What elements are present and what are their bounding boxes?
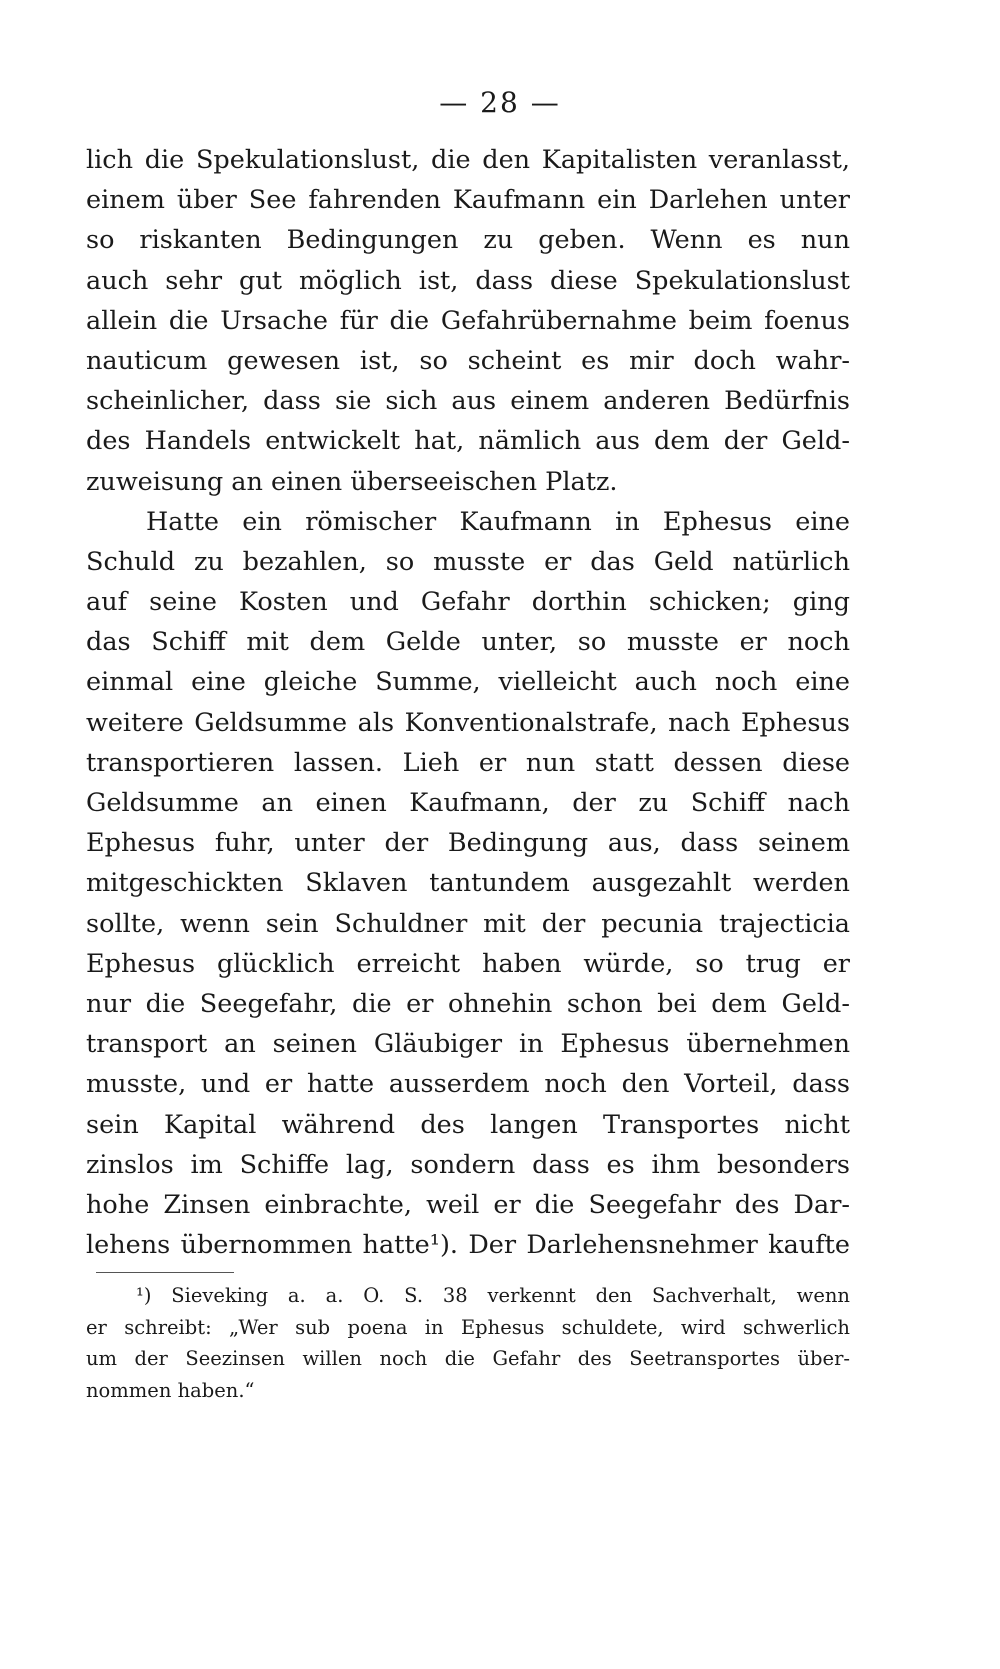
text-line: weitere Geldsumme als Konventionalstrafe, nach Ephesus	[86, 707, 850, 738]
page-number: — 28 —	[439, 86, 561, 119]
text-line: das Schiff mit dem Gelde unter, so musste er noch	[86, 627, 850, 658]
text-line: mitgeschickten Sklaven tantundem ausgezahlt werden	[86, 868, 850, 899]
text-line: sollte, wenn sein Schuldner mit der pecunia trajecticia	[86, 908, 850, 939]
text-line: lich die Spekulationslust, die den Kapitalisten veranlasst,	[86, 145, 850, 175]
text-line: auf seine Kosten und Gefahr dorthin schicken; ging	[86, 587, 850, 618]
text-line: auch sehr gut möglich ist, dass diese Spekulationslust	[86, 265, 850, 296]
text-line: Geldsumme an einen Kaufmann, der zu Schiff nach	[86, 788, 850, 818]
text-line: zuweisung an einen überseeischen Platz.	[86, 466, 618, 497]
footnote-line: um der Seezinsen willen noch die Gefahr des Seetransportes über-	[86, 1347, 850, 1370]
footnote-divider	[96, 1272, 234, 1273]
footnote-line: er schreibt: „Wer sub poena in Ephesus schuldete, wird schwerlich	[86, 1315, 850, 1339]
text-line: Hatte ein römischer Kaufmann in Ephesus eine	[146, 506, 850, 537]
text-line: transport an seinen Gläubiger in Ephesus übernehmen	[86, 1029, 850, 1060]
body-text	[86, 140, 850, 1265]
text-line: einmal eine gleiche Summe, vielleicht auch noch eine	[86, 667, 850, 698]
text-line: einem über See fahrenden Kaufmann ein Darlehen unter	[86, 185, 850, 216]
text-line: zinslos im Schiffe lag, sondern dass es ihm besonders	[86, 1149, 850, 1180]
text-line: des Handels entwickelt hat, nämlich aus dem der Geld-	[86, 426, 850, 457]
text-line: hohe Zinsen einbrachte, weil er die Seegefahr des Dar-	[86, 1189, 850, 1220]
text-line: scheinlicher, dass sie sich aus einem anderen Bedürfnis	[86, 386, 850, 417]
text-line: sein Kapital während des langen Transportes nicht	[86, 1109, 850, 1140]
text-line: so riskanten Bedingungen zu geben. Wenn es nun	[86, 225, 850, 256]
text-line: lehens übernommen hatte¹). Der Darlehensnehmer kaufte	[86, 1230, 850, 1261]
text-line: Schuld zu bezahlen, so musste er das Geld natürlich	[86, 546, 850, 577]
footnote-line: ¹) Sieveking a. a. O. S. 38 verkennt den Sachverhalt, wenn	[136, 1284, 850, 1307]
text-line: nauticum gewesen ist, so scheint es mir doch wahr-	[86, 345, 850, 376]
text-line: allein die Ursache für die Gefahrübernahme beim foenus	[86, 305, 850, 336]
text-line: musste, und er hatte ausserdem noch den Vorteil, dass	[86, 1069, 850, 1100]
text-line: Ephesus fuhr, unter der Bedingung aus, dass seinem	[86, 828, 850, 859]
text-line: nur die Seegefahr, die er ohnehin schon bei dem Geld-	[86, 988, 850, 1019]
footnote	[86, 1280, 850, 1406]
text-line: Ephesus glücklich erreicht haben würde, so trug er	[86, 948, 850, 979]
text-line: transportieren lassen. Lieh er nun statt dessen diese	[86, 747, 850, 778]
footnote-line: nommen haben.“	[86, 1378, 255, 1402]
